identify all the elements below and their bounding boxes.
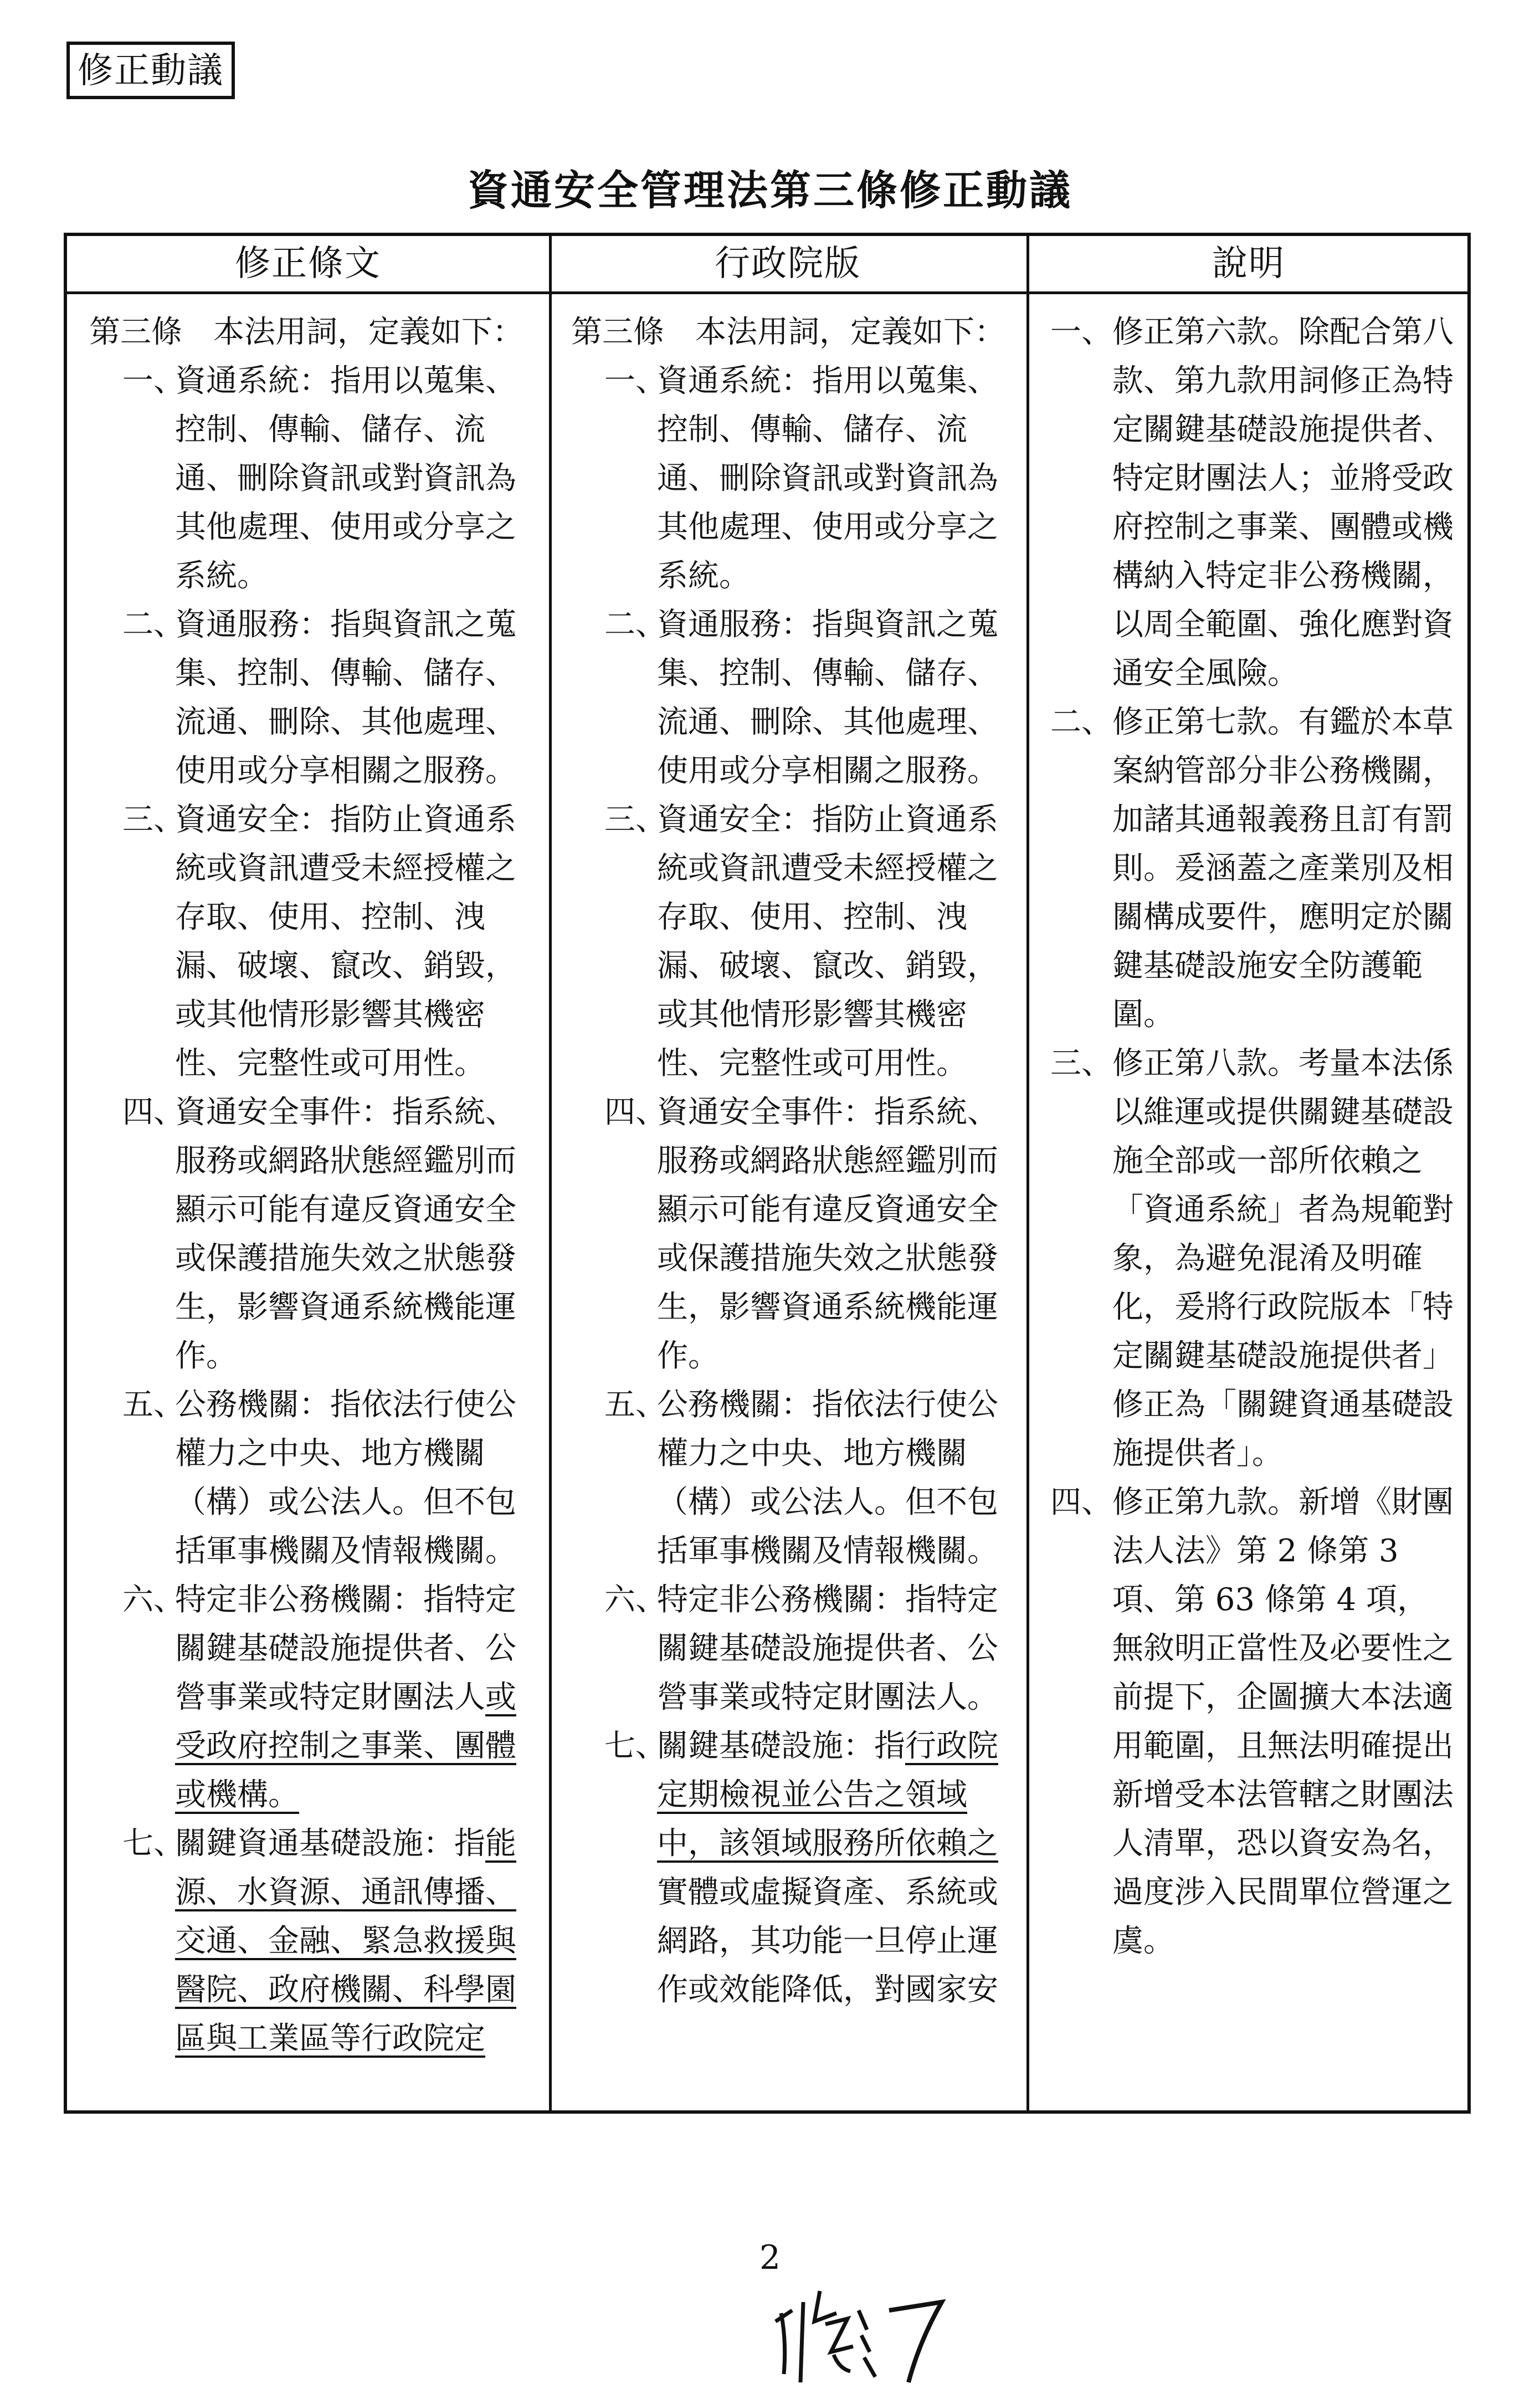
clause-label: 二、 bbox=[122, 607, 184, 643]
executive-items bbox=[571, 357, 1009, 2015]
clause-label: 四、 bbox=[604, 1094, 666, 1130]
clause-item bbox=[571, 796, 1009, 1088]
clause-item bbox=[89, 1088, 527, 1381]
clause-label: 六、 bbox=[122, 1582, 184, 1618]
clause-item bbox=[89, 1381, 527, 1576]
clause-text: 公務機關：指依法行使公權力之中央、地方機關（構）或公法人。但不包括軍事機關及情報機關。 bbox=[175, 1387, 516, 1569]
column-header-amended: 修正條文 bbox=[235, 243, 381, 284]
clause-label: 五、 bbox=[604, 1387, 666, 1423]
clause-item bbox=[571, 357, 1009, 601]
handwritten-signature bbox=[770, 2280, 953, 2391]
comparison-table bbox=[64, 233, 1471, 2114]
header-divider bbox=[67, 291, 1467, 294]
column-header-explanation: 說明 bbox=[1212, 243, 1285, 284]
clause-item bbox=[571, 1722, 1009, 2015]
explanation-point bbox=[1050, 1478, 1457, 1966]
clause-text: 公務機關：指依法行使公權力之中央、地方機關（構）或公法人。但不包括軍事機關及情報機關。 bbox=[657, 1387, 998, 1569]
clause-item bbox=[89, 357, 527, 601]
article-heading: 第三條 本法用詞，定義如下： bbox=[571, 314, 1005, 350]
clause-text: 資通安全事件：指系統、服務或網路狀態經鑑別而顯示可能有違反資通安全或保護措施失效之狀態發生，影響資通系統機能運作。 bbox=[657, 1094, 998, 1374]
point-text: 修正第九款。新增《財團法人法》第 2 條第 3 項、第 63 條第 4 項，無敘明正當性及必要性之前提下，企圖擴大本法適用範圍，且無法明確提出新增受本法管轄之財團法人清單，恐以資安為名，過度涉入民間單位營運之虞。 bbox=[1112, 1484, 1454, 1959]
explanation-point bbox=[1050, 1039, 1457, 1478]
clause-text: 關鍵資通基礎設施：指 bbox=[175, 1826, 485, 1862]
clause-text: 特定非公務機關：指特定關鍵基礎設施提供者、公營事業或特定財團法人 bbox=[175, 1582, 516, 1715]
point-label: 二、 bbox=[1050, 704, 1112, 740]
clause-label: 六、 bbox=[604, 1582, 666, 1618]
clause-text: 資通安全事件：指系統、服務或網路狀態經鑑別而顯示可能有違反資通安全或保護措施失效之狀態發生，影響資通系統機能運作。 bbox=[175, 1094, 516, 1374]
explanation-items bbox=[1050, 308, 1457, 1966]
clause-label: 七、 bbox=[122, 1826, 184, 1862]
amended-column bbox=[89, 308, 527, 2110]
column-divider bbox=[549, 236, 552, 2110]
clause-text: 資通系統：指用以蒐集、控制、傳輸、儲存、流通、刪除資訊或對資訊為其他處理、使用或分享之系統。 bbox=[175, 363, 516, 594]
amended-text-underlined: 或受政府控制之事業、團體或機構。 bbox=[175, 1679, 516, 1813]
clause-item bbox=[571, 601, 1009, 796]
explanation-column bbox=[1050, 308, 1457, 2110]
amended-text-underlined: 行政院定期檢視並公告之領域中，該領域服務所依賴之 bbox=[657, 1728, 998, 1862]
clause-label: 二、 bbox=[604, 607, 666, 643]
article-heading: 第三條 本法用詞，定義如下： bbox=[89, 314, 523, 350]
clause-item bbox=[89, 601, 527, 796]
explanation-point bbox=[1050, 308, 1457, 698]
clause-label: 一、 bbox=[122, 363, 184, 399]
clause-item bbox=[571, 1381, 1009, 1576]
clause-label: 五、 bbox=[122, 1387, 184, 1423]
amended-text-underlined: 能源、水資源、通訊傳播、交通、金融、緊急救援與醫院、政府機關、科學園區與工業區等行政院定 bbox=[175, 1826, 516, 2057]
point-label: 四、 bbox=[1050, 1484, 1112, 1520]
clause-item bbox=[89, 1819, 527, 2063]
point-label: 一、 bbox=[1050, 314, 1112, 350]
clause-label: 三、 bbox=[122, 802, 184, 838]
point-text: 修正第六款。除配合第八款、第九款用詞修正為特定關鍵基礎設施提供者、特定財團法人；並將受政府控制之事業、團體或機構納入特定非公務機關，以周全範圍、強化應對資通安全風險。 bbox=[1112, 314, 1454, 691]
clause-item bbox=[571, 1576, 1009, 1722]
executive-column bbox=[571, 308, 1009, 2110]
clause-label: 一、 bbox=[604, 363, 666, 399]
explanation-point bbox=[1050, 698, 1457, 1039]
column-divider bbox=[1026, 236, 1029, 2110]
clause-label: 三、 bbox=[604, 802, 666, 838]
clause-item bbox=[89, 1576, 527, 1819]
clause-label: 四、 bbox=[122, 1094, 184, 1130]
clause-text: 資通服務：指與資訊之蒐集、控制、傳輸、儲存、流通、刪除、其他處理、使用或分享相關之服務。 bbox=[175, 607, 516, 789]
clause-text-continued: 實體或虛擬資產、系統或網路，其功能一旦停止運作或效能降低，對國家安 bbox=[657, 1874, 998, 2008]
clause-text: 關鍵基礎設施：指 bbox=[657, 1728, 905, 1764]
page-number: 2 bbox=[759, 2238, 781, 2277]
clause-item bbox=[571, 1088, 1009, 1381]
document-title: 資通安全管理法第三條修正動議 bbox=[468, 167, 1072, 214]
clause-text: 特定非公務機關：指特定關鍵基礎設施提供者、公營事業或特定財團法人。 bbox=[657, 1582, 998, 1715]
amended-items bbox=[89, 357, 527, 2063]
column-header-executive: 行政院版 bbox=[715, 243, 861, 284]
clause-label: 七、 bbox=[604, 1728, 666, 1764]
clause-item bbox=[89, 796, 527, 1088]
clause-text: 資通系統：指用以蒐集、控制、傳輸、儲存、流通、刪除資訊或對資訊為其他處理、使用或分享之系統。 bbox=[657, 363, 998, 594]
clause-text: 資通安全：指防止資通系統或資訊遭受未經授權之存取、使用、控制、洩漏、破壞、竄改、銷毀，或其他情形影響其機密性、完整性或可用性。 bbox=[175, 802, 516, 1081]
point-text: 修正第八款。考量本法係以維運或提供關鍵基礎設施全部或一部所依賴之「資通系統」者為規範對象，為避免混淆及明確化，爰將行政院版本「特定關鍵基礎設施提供者」修正為「關鍵資通基礎設施提供者」。 bbox=[1112, 1045, 1454, 1472]
point-label: 三、 bbox=[1050, 1045, 1112, 1081]
clause-text: 資通安全：指防止資通系統或資訊遭受未經授權之存取、使用、控制、洩漏、破壞、竄改、銷毀，或其他情形影響其機密性、完整性或可用性。 bbox=[657, 802, 998, 1081]
clause-text: 資通服務：指與資訊之蒐集、控制、傳輸、儲存、流通、刪除、其他處理、使用或分享相關之服務。 bbox=[657, 607, 998, 789]
point-text: 修正第七款。有鑑於本草案納管部分非公務機關，加諸其通報義務且訂有罰則。爰涵蓋之產業別及相關構成要件，應明定於關鍵基礎設施安全防護範圍。 bbox=[1112, 704, 1454, 1033]
motion-tag: 修正動議 bbox=[66, 42, 235, 99]
